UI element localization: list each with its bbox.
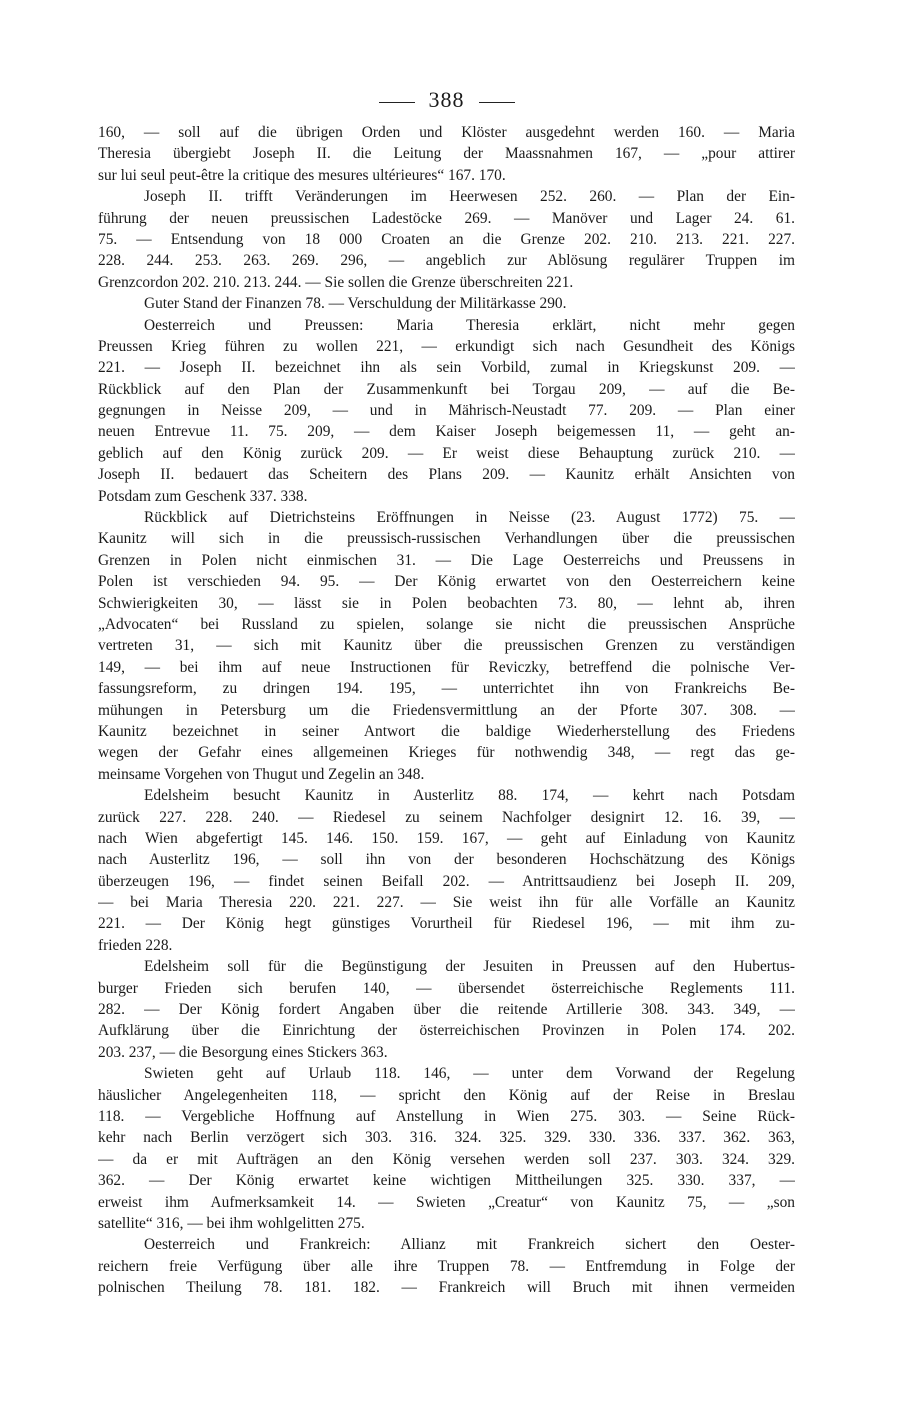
- text-line: führung der neuen preussischen Ladestöcke 269. — Manöver und Lager 24. 61.: [98, 209, 795, 227]
- header-rule-left: [379, 102, 415, 103]
- text-line: 149, — bei ihm auf neue Instructionen für Reviczky, betreffend die polnische Ver-: [98, 658, 795, 676]
- text-line: Schwierigkeiten 30, — lässt sie in Polen beobachten 73. 80, — lehnt ab, ihren: [98, 594, 795, 612]
- text-line: — bei Maria Theresia 220. 221. 227. — Sie weist ihn für alle Vorfälle an Kaunitz: [98, 894, 795, 912]
- text-line: Theresia übergiebt Joseph II. die Leitung der Maassnahmen 167, — „pour attirer: [98, 145, 795, 163]
- text-line: 362. — Der König erwartet keine wichtigen Mittheilungen 325. 330. 337, —: [98, 1172, 795, 1190]
- text-line: Rückblick auf Dietrichsteins Eröffnungen in Neisse (23. August 1772) 75. —: [144, 509, 795, 527]
- text-line: sur lui seul peut-être la critique des mesures ultérieures“ 167. 170.: [98, 166, 506, 184]
- text-line: erweist ihm Aufmerksamkeit 14. — Swieten „Creatur“ von Kaunitz 75, — „son: [98, 1193, 795, 1211]
- text-line: 203. 237, — die Besorgung eines Stickers 363.: [98, 1043, 388, 1061]
- text-line: polnischen Theilung 78. 181. 182. — Frankreich will Bruch mit ihnen vermeiden: [98, 1279, 795, 1297]
- text-line: Guter Stand der Finanzen 78. — Verschuldung der Militärkasse 290.: [144, 295, 567, 313]
- text-line: Kaunitz will sich in die preussisch-russischen Verhandlungen über die preussischen: [98, 530, 795, 548]
- text-line: Preussen Krieg führen zu wollen 221, — erkundigt sich nach Gesundheit des Königs: [98, 337, 795, 355]
- text-line: reichern freie Verfügung über alle ihre Truppen 78. — Entfremdung in Folge der: [98, 1257, 795, 1275]
- text-line: gegnungen in Neisse 209, — und in Mährisch-Neustadt 77. 209. — Plan einer: [98, 402, 795, 420]
- text-line: Grenzen in Polen nicht einmischen 31. — Die Lage Oesterreichs und Preussens in: [98, 551, 795, 569]
- text-line: nach Austerlitz 196, — soll ihn von der besonderen Hochschätzung des Königs: [98, 851, 795, 869]
- text-line: Grenzcordon 202. 210. 213. 244. — Sie sollen die Grenze überschreiten 221.: [98, 273, 574, 291]
- text-line: Joseph II. trifft Veränderungen im Heerwesen 252. 260. — Plan der Ein-: [144, 188, 795, 206]
- text-line: häuslicher Angelegenheiten 118, — spricht den König auf der Reise in Breslau: [98, 1086, 795, 1104]
- text-line: satellite“ 316, — bei ihm wohlgelitten 275.: [98, 1214, 365, 1232]
- text-line: Rückblick auf den Plan der Zusammenkunft bei Torgau 209, — auf die Be-: [98, 380, 795, 398]
- text-line: Polen ist verschieden 94. 95. — Der König erwartet von den Oesterreichern keine: [98, 573, 795, 591]
- text-line: Swieten geht auf Urlaub 118. 146, — unter dem Vorwand der Regelung: [144, 1065, 795, 1083]
- text-line: mühungen in Petersburg um die Friedensvermittlung an der Pforte 307. 308. —: [98, 701, 795, 719]
- text-line: fassungsreform, zu dringen 194. 195, — unterrichtet ihn von Frankreichs Be-: [98, 680, 795, 698]
- text-line: 282. — Der König fordert Angaben über die reitende Artillerie 308. 343. 349, —: [98, 1001, 795, 1019]
- text-line: zurück 227. 228. 240. — Riedesel zu seinem Nachfolger designirt 12. 16. 39, —: [98, 808, 795, 826]
- text-line: — da er mit Aufträgen an den König versehen werden soll 237. 303. 324. 329.: [98, 1150, 795, 1168]
- page-number: 388: [428, 87, 465, 112]
- text-line: Aufklärung über die Einrichtung der österreichischen Provinzen in Polen 174. 202.: [98, 1022, 795, 1040]
- text-line: Joseph II. bedauert das Scheitern des Plans 209. — Kaunitz erhält Ansichten von: [98, 466, 795, 484]
- page-header: [98, 82, 795, 118]
- text-line: meinsame Vorgehen von Thugut und Zegelin an 348.: [98, 765, 425, 783]
- index-text-body: [98, 122, 795, 1298]
- text-line: Oesterreich und Frankreich: Allianz mit Frankreich sichert den Oester-: [144, 1236, 795, 1254]
- book-page: [98, 82, 795, 1298]
- text-line: Edelsheim besucht Kaunitz in Austerlitz 88. 174, — kehrt nach Potsdam: [144, 787, 795, 805]
- text-line: 75. — Entsendung von 18 000 Croaten an die Grenze 202. 210. 213. 221. 227.: [98, 230, 795, 248]
- text-line: vertreten 31, — sich mit Kaunitz über die preussischen Grenzen zu verständigen: [98, 637, 795, 655]
- text-line: 160, — soll auf die übrigen Orden und Klöster ausgedehnt werden 160. — Maria: [98, 124, 795, 141]
- text-line: 221. — Der König hegt günstiges Vorurtheil für Riedesel 196, — mit ihm zu-: [98, 915, 795, 933]
- text-line: 221. — Joseph II. bezeichnet ihn als sein Vorbild, zumal in Kriegskunst 209. —: [98, 359, 795, 377]
- text-line: überzeugen 196, — findet seinen Beifall 202. — Antrittsaudienz bei Joseph II. 209,: [98, 872, 795, 890]
- text-line: „Advocaten“ bei Russland zu spielen, solange sie nicht die preussischen Ansprüche: [98, 615, 795, 633]
- text-line: Potsdam zum Geschenk 337. 338.: [98, 487, 308, 505]
- text-line: neuen Entrevue 11. 75. 209, — dem Kaiser Joseph beigemessen 11, — geht an-: [98, 423, 795, 441]
- text-line: Edelsheim soll für die Begünstigung der Jesuiten in Preussen auf den Hubertus-: [144, 958, 795, 976]
- text-line: nach Wien abgefertigt 145. 146. 150. 159. 167, — geht auf Einladung von Kaunitz: [98, 829, 795, 847]
- text-line: 228. 244. 253. 263. 269. 296, — angeblich zur Ablösung regulärer Truppen im: [98, 252, 795, 270]
- text-line: wegen der Gefahr eines allgemeinen Krieges für nothwendig 348, — regt das ge-: [98, 744, 795, 762]
- header-rule-right: [479, 102, 515, 103]
- text-line: frieden 228.: [98, 936, 173, 954]
- text-line: Kaunitz bezeichnet in seiner Antwort die baldige Wiederherstellung des Friedens: [98, 722, 795, 740]
- text-line: Oesterreich und Preussen: Maria Theresia erklärt, nicht mehr gegen: [144, 316, 795, 334]
- text-line: kehr nach Berlin verzögert sich 303. 316. 324. 325. 329. 330. 336. 337. 362. 363,: [98, 1129, 795, 1147]
- text-line: 118. — Vergebliche Hoffnung auf Anstellung in Wien 275. 303. — Seine Rück-: [98, 1107, 795, 1125]
- text-line: burger Frieden sich berufen 140, — übersendet österreichische Reglements 111.: [98, 979, 795, 997]
- text-line: geblich auf den König zurück 209. — Er weist diese Behauptung zurück 210. —: [98, 444, 795, 462]
